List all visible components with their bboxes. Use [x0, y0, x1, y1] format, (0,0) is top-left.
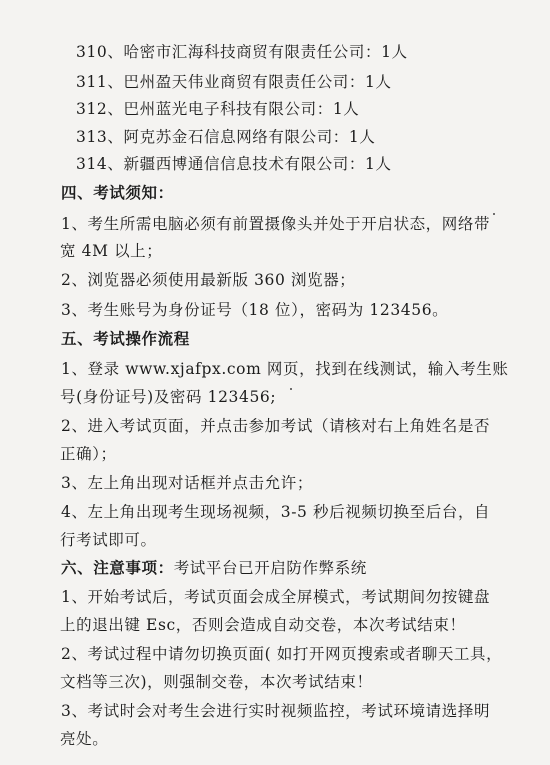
process-item-1: 1、登录 www.xjafpx.com 网页，找到在线测试，输入考生账: [61, 360, 509, 378]
notice-item-1: 1、考生所需电脑必须有前置摄像头并处于开启状态，网络带: [61, 215, 491, 233]
precaution-item-2: 2、考试过程中请勿切换页面( 如打开网页搜索或者聊天工具，: [61, 645, 503, 663]
company-line-311: [76, 71, 392, 93]
company-line-310: [76, 41, 408, 63]
process-item-4: 4、左上角出现考生现场视频，3-5 秒后视频切换至后台，自: [61, 503, 491, 521]
company-number: 312、: [76, 100, 124, 118]
notice-item-2: 2、浏览器必须使用最新版 360 浏览器；: [61, 271, 356, 289]
company-name: 巴州蓝光电子科技有限公司：: [123, 100, 333, 118]
company-number: 310、: [76, 43, 124, 61]
notice-item-3: 3、考生账号为身份证号（18 位），密码为 123456。: [61, 301, 449, 319]
company-line-312: [76, 98, 359, 120]
company-line-313: [76, 126, 375, 148]
company-name: 巴州盈天伟业商贸有限责任公司：: [123, 73, 366, 91]
company-count: 1人: [381, 43, 408, 61]
section-heading-precautions-line: [61, 557, 367, 579]
precaution-item-2-cont: 文档等三次)，则强制交卷，本次考试结束！: [60, 673, 373, 691]
company-count: 1人: [332, 100, 360, 118]
process-item-3: 3、左上角出现对话框并点击允许；: [61, 474, 313, 492]
company-number: 313、: [76, 128, 124, 146]
scan-speck: [290, 388, 292, 390]
precaution-item-3: 3、考试时会对考生会进行实时视频监控，考试环境请选择明: [61, 702, 491, 720]
section-heading-exam-process: 五、考试操作流程: [61, 329, 190, 348]
company-name: 哈密市汇海科技商贸有限责任公司：: [123, 43, 382, 61]
notice-item-1-cont: 宽 4M 以上；: [60, 242, 163, 260]
precaution-item-1: 1、开始考试后，考试页面会成全屏模式，考试期间勿按键盘: [61, 588, 491, 606]
precaution-item-1-cont: 上的退出键 Esc，否则会造成自动交卷，本次考试结束！: [60, 616, 466, 634]
company-number: 311、: [76, 73, 124, 91]
anti-cheat-note: 考试平台已开启防作弊系统: [173, 559, 367, 577]
scan-speck: [493, 213, 495, 215]
company-name: 阿克苏金石信息网络有限公司：: [123, 128, 349, 146]
company-number: 314、: [76, 155, 124, 173]
company-count: 1人: [365, 155, 392, 173]
section-heading-exam-notice: 四、考试须知：: [61, 183, 174, 202]
process-item-4-cont: 行考试即可。: [60, 531, 157, 549]
company-count: 1人: [348, 128, 376, 146]
company-count: 1人: [365, 73, 392, 91]
precaution-item-3-cont: 亮处。: [60, 730, 109, 748]
company-name: 新疆西博通信信息技术有限公司：: [123, 155, 366, 173]
company-line-314: [76, 153, 392, 175]
process-item-2-cont: 正确）；: [60, 445, 117, 463]
section-heading-precautions: 六、注意事项：: [61, 558, 174, 577]
process-item-1-cont: 号(身份证号)及密码 123456;: [60, 388, 277, 406]
process-item-2: 2、进入考试页面，并点击参加考试（请核对右上角姓名是否: [61, 417, 491, 435]
